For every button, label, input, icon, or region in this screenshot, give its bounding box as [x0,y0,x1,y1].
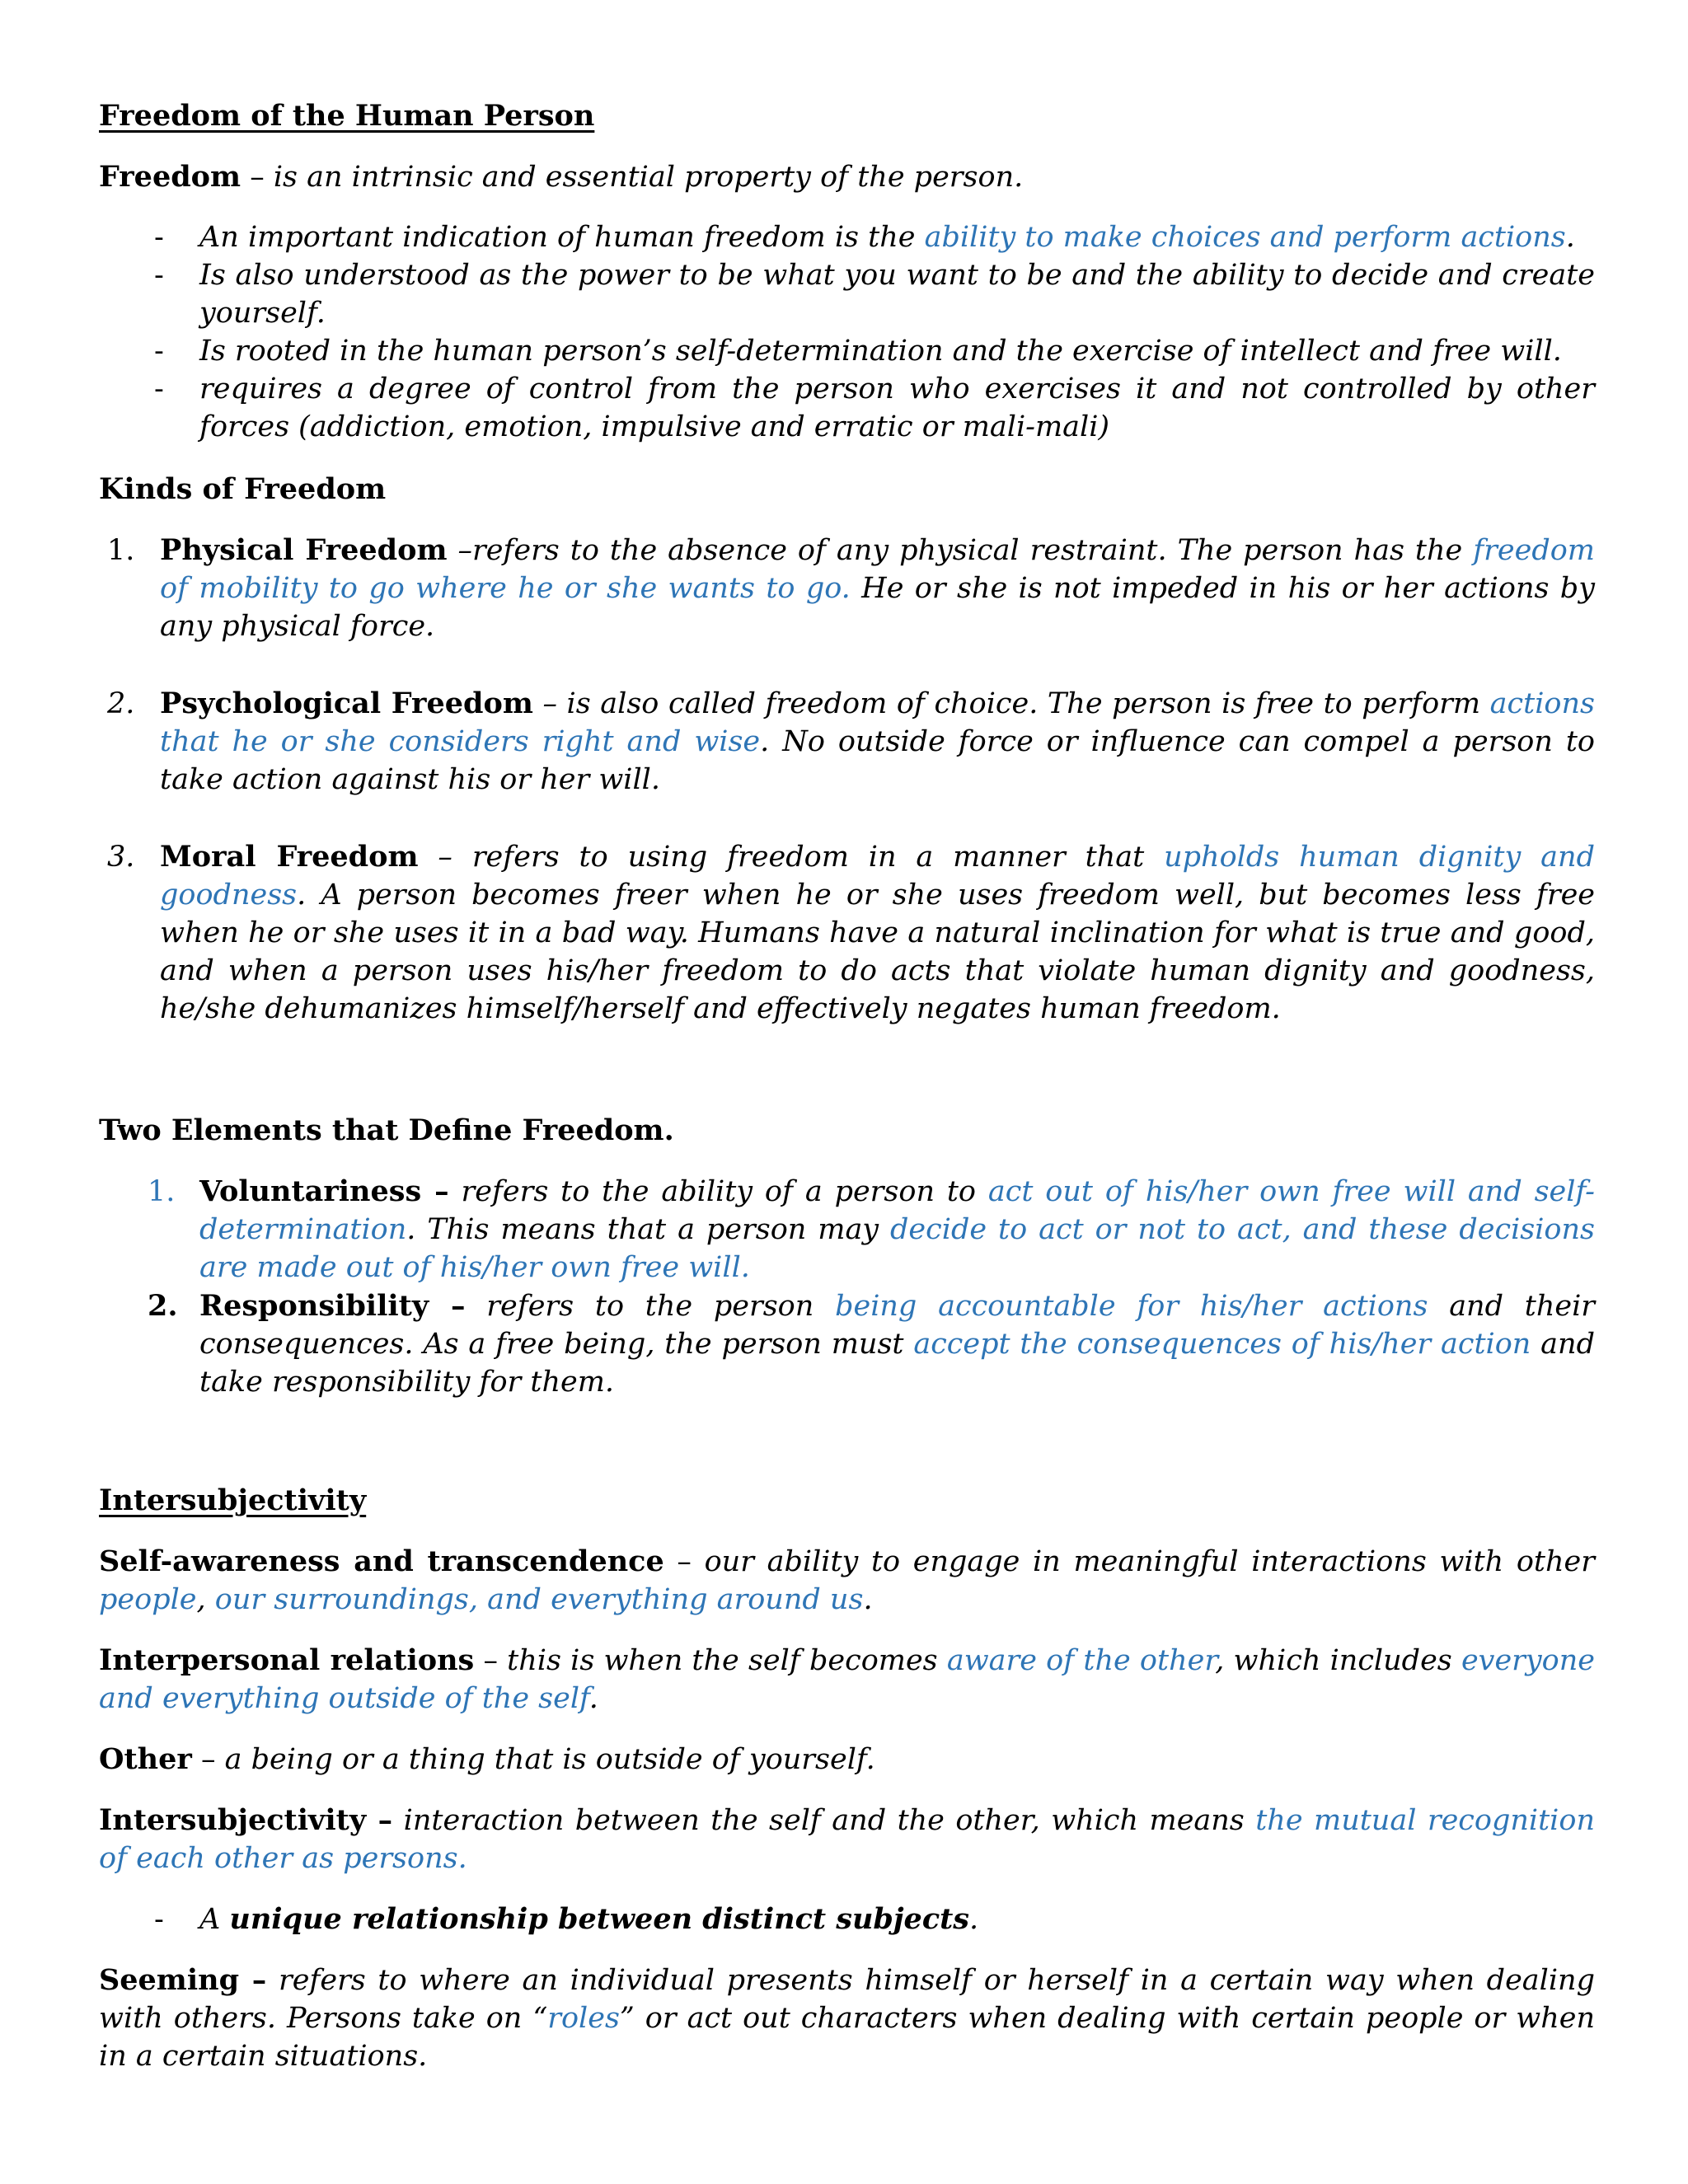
item-text-end: . A person becomes freer when he or she uses freedom well, but becomes less free when he or she uses it in a bad way. Humans have a natural inclination for what is true and good, and when a person uses his/her freedom to do acts that violate human dignity and goodness, he/she dehumanizes himself/herself and effectively negates human freedom. [160,879,1595,1025]
item-text-end: He or she is not impeded in his or her actions by any physical force. [160,572,1595,643]
item-text-end: . No outside force or influence can compel a person to take action against his or her will. [160,725,1595,796]
bullet-text: Is rooted in the human person’s self-determination and the exercise of intellect and free will. [199,335,1562,368]
item-text: refers to the ability of a person to [448,1175,988,1208]
definition-term: Other [99,1742,192,1776]
definition-text: refers to where an individual presents himself or herself in a certain way when dealing with others. Persons take on “ [99,1964,1595,2035]
definition-text-end: ” or act out characters when dealing with certain people or when in a certain situations. [99,2002,1595,2073]
item-text-end: and take responsibility for them. [199,1328,1595,1399]
bullet-text: requires a degree of control from the person who exercises it and not controlled by other forces (addiction, emotion, impulsive and erratic or mali-mali) [199,373,1595,443]
highlighted-text: act out of his/her own free will and self-determination [199,1175,1595,1246]
list-item [148,1173,1595,1286]
list-item [107,685,1595,799]
emphasized-text: unique relationship between distinct subjects [229,1902,969,1936]
item-number: 1. [148,1175,176,1208]
definition-separator [392,1804,403,1837]
highlighted-text: people [99,1583,197,1616]
definition-separator: – [241,161,274,194]
highlighted-text: accept the consequences of his/her action [913,1328,1531,1361]
bullet-dash: - [154,1903,164,1936]
definition-term: Intersubjectivity – [99,1803,393,1837]
bullet-text-end: . [969,1903,979,1936]
definition-text: , which includes [1215,1644,1461,1677]
bullet-text: A [199,1903,230,1936]
highlighted-text: actions that he or she considers right and wise [160,687,1595,758]
highlighted-text: ability to make choices and perform actions [924,221,1566,254]
highlighted-text: freedom of mobility to go where he or she wants to go. [160,534,1595,605]
highlighted-text: the mutual recognition of each other as persons. [99,1804,1595,1875]
item-number: 2. [148,1289,178,1323]
page-title: Freedom of the Human Person [99,99,595,133]
definition-text-end: . [588,1682,598,1715]
definition-term: Freedom [99,160,241,194]
definition-separator: – [474,1644,508,1677]
item-number: 1. [107,534,135,567]
item-number: 3. [107,841,135,874]
definition-text: our ability to engage in meaningful interactions with other [704,1545,1595,1578]
list-item [154,370,1595,446]
highlighted-text: aware of the other [946,1644,1216,1677]
item-text: and their consequences. As a free being, the person must [199,1290,1596,1361]
highlighted-text: upholds human dignity and goodness [160,841,1595,912]
freedom-definition [99,158,1595,196]
item-separator: – [447,534,472,567]
definition-text: is an intrinsic and essential property of the person. [273,161,1024,194]
highlighted-text: decide to act or not to act, and these decisions are made out of his/her own free will. [199,1213,1595,1284]
item-separator: – [418,841,472,874]
item-term: Voluntariness – [199,1174,449,1208]
item-text: is also called freedom of choice. The person is free to perform [566,687,1490,720]
highlighted-text: everyone and everything outside of the self [99,1644,1595,1715]
section-title-intersubjectivity: Intersubjectivity [99,1483,367,1517]
definition-paragraph [99,1961,1595,2075]
list-item [107,532,1595,645]
definition-text-end: . [863,1583,873,1616]
definition-paragraph [99,1543,1595,1619]
item-number: 2. [107,687,135,720]
item-term: Responsibility – [199,1289,466,1323]
item-text: . This means that a person may [406,1213,891,1246]
bullet-dash: - [154,221,164,254]
bullet-dash: - [154,373,164,405]
section-heading-elements: Two Elements that Define Freedom. [99,1113,674,1147]
bullet-text-end: . [1565,221,1575,254]
definition-separator: – [663,1545,705,1578]
list-item [154,218,1595,256]
definition-term: Self-awareness and transcendence [99,1544,664,1578]
item-term: Moral Freedom [160,840,419,874]
definition-term: Interpersonal relations [99,1643,475,1677]
list-item [154,256,1595,332]
item-text: refers to using freedom in a manner that [471,841,1165,874]
list-item [148,1287,1596,1401]
definition-paragraph [99,1741,1595,1779]
item-text: refers to the absence of any physical restraint. The person has the [471,534,1474,567]
bullet-text: An important indication of human freedom is the [199,221,925,254]
definition-text: , [196,1583,215,1616]
list-item [107,838,1595,1028]
section-heading-kinds: Kinds of Freedom [99,472,387,506]
item-term: Physical Freedom [160,533,448,567]
bullet-dash: - [154,335,164,368]
definition-text: interaction between the self and the other, which means [403,1804,1256,1837]
list-item [154,332,1595,370]
definition-term: Seeming – [99,1963,267,1997]
bullet-dash: - [154,259,164,292]
highlighted-text: roles [547,2002,620,2035]
definition-separator: – [191,1743,225,1776]
highlighted-text: our surroundings, and everything around us [214,1583,864,1616]
definition-text: a being or a thing that is outside of yourself. [224,1743,875,1776]
definition-paragraph [99,1642,1595,1718]
definition-text: this is when the self becomes [507,1644,947,1677]
definition-paragraph [99,1802,1595,1877]
list-item [154,1900,1595,1938]
item-separator: – [532,687,567,720]
bullet-text: Is also understood as the power to be what you want to be and the ability to decide and create yourself. [199,259,1595,330]
item-term: Psychological Freedom [160,687,533,720]
highlighted-text: being accountable for his/her actions [835,1290,1428,1323]
item-text: refers to the person [465,1290,836,1323]
